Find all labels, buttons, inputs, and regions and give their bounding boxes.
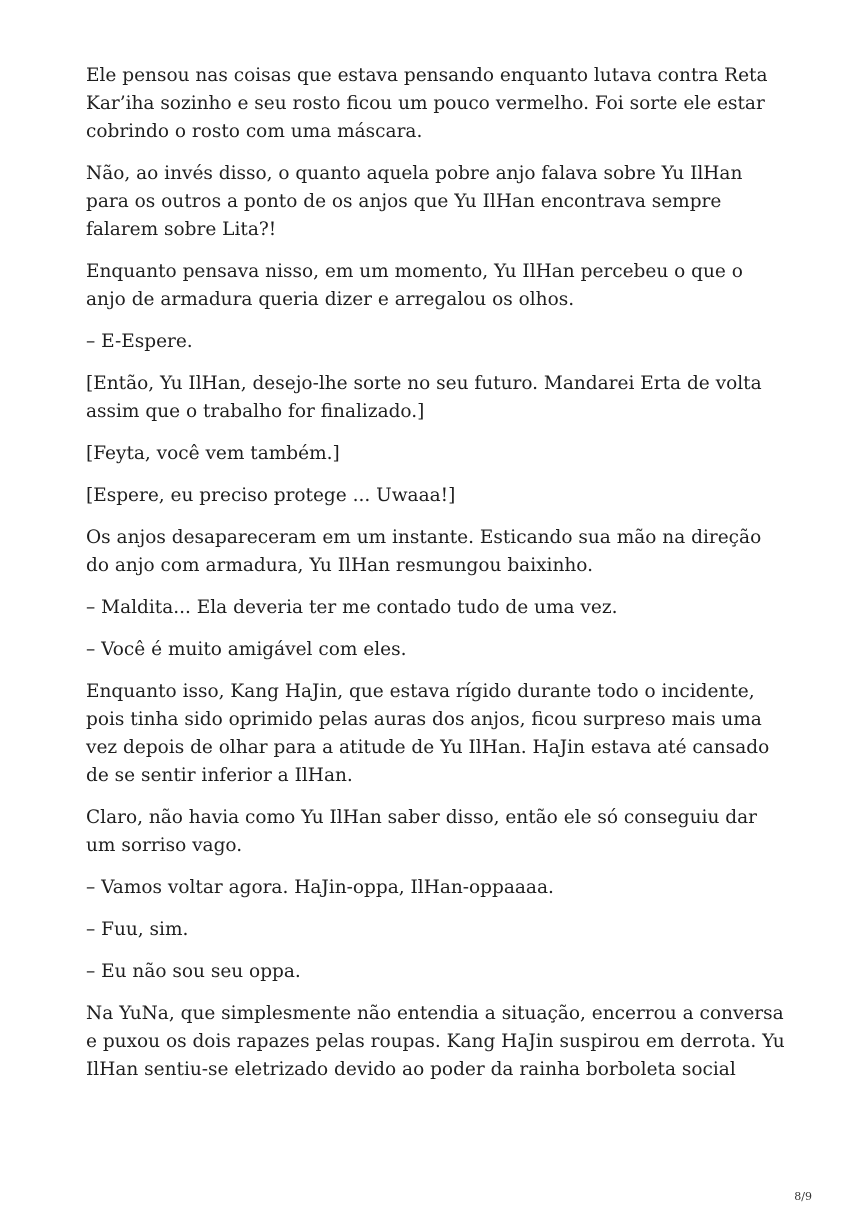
paragraph-3: Enquanto pensava nisso, em um momento, Yu IlHan percebeu o que o anjo de armadura queria dizer e arregalou os olhos. [86, 261, 743, 310]
paragraph-15: – Eu não sou seu oppa. [86, 961, 301, 982]
paragraph-9: – Maldita... Ela deveria ter me contado tudo de uma vez. [86, 597, 618, 618]
document-body [86, 62, 786, 1098]
page-number: 8/9 [794, 1190, 812, 1203]
paragraph-6: [Feyta, você vem também.] [86, 443, 340, 464]
paragraph-11: Enquanto isso, Kang HaJin, que estava rígido durante todo o incidente, pois tinha sido oprimido pelas auras dos anjos, ficou surpreso mais uma vez depois de olhar para a atitude de Yu IlHan. HaJin estava até cansado de se sentir inferior a IlHan. [86, 681, 770, 786]
paragraph-7: [Espere, eu preciso protege ... Uwaaa!] [86, 485, 456, 506]
paragraph-10: – Você é muito amigável com eles. [86, 639, 407, 660]
paragraph-4: – E-Espere. [86, 331, 193, 352]
paragraph-14: – Fuu, sim. [86, 919, 189, 940]
paragraph-12: Claro, não havia como Yu IlHan saber disso, então ele só conseguiu dar um sorriso vago. [86, 807, 757, 856]
paragraph-5: [Então, Yu IlHan, desejo-lhe sorte no seu futuro. Mandarei Erta de volta assim que o trabalho for finalizado.] [86, 373, 762, 422]
paragraph-1: Ele pensou nas coisas que estava pensando enquanto lutava contra Reta Kar’iha sozinho e seu rosto ficou um pouco vermelho. Foi sorte ele estar cobrindo o rosto com uma máscara. [86, 65, 768, 142]
paragraph-2: Não, ao invés disso, o quanto aquela pobre anjo falava sobre Yu IlHan para os outros a ponto de os anjos que Yu IlHan encontrava sempre falarem sobre Lita?! [86, 163, 743, 240]
paragraph-13: – Vamos voltar agora. HaJin-oppa, IlHan-oppaaaa. [86, 877, 554, 898]
paragraph-8: Os anjos desapareceram em um instante. Esticando sua mão na direção do anjo com armadura, Yu IlHan resmungou baixinho. [86, 527, 762, 576]
paragraph-16: Na YuNa, que simplesmente não entendia a situação, encerrou a conversa e puxou os dois rapazes pelas roupas. Kang HaJin suspirou em derrota. Yu IlHan sentiu-se eletrizado devido ao poder da rainha borboleta social [86, 1003, 785, 1080]
